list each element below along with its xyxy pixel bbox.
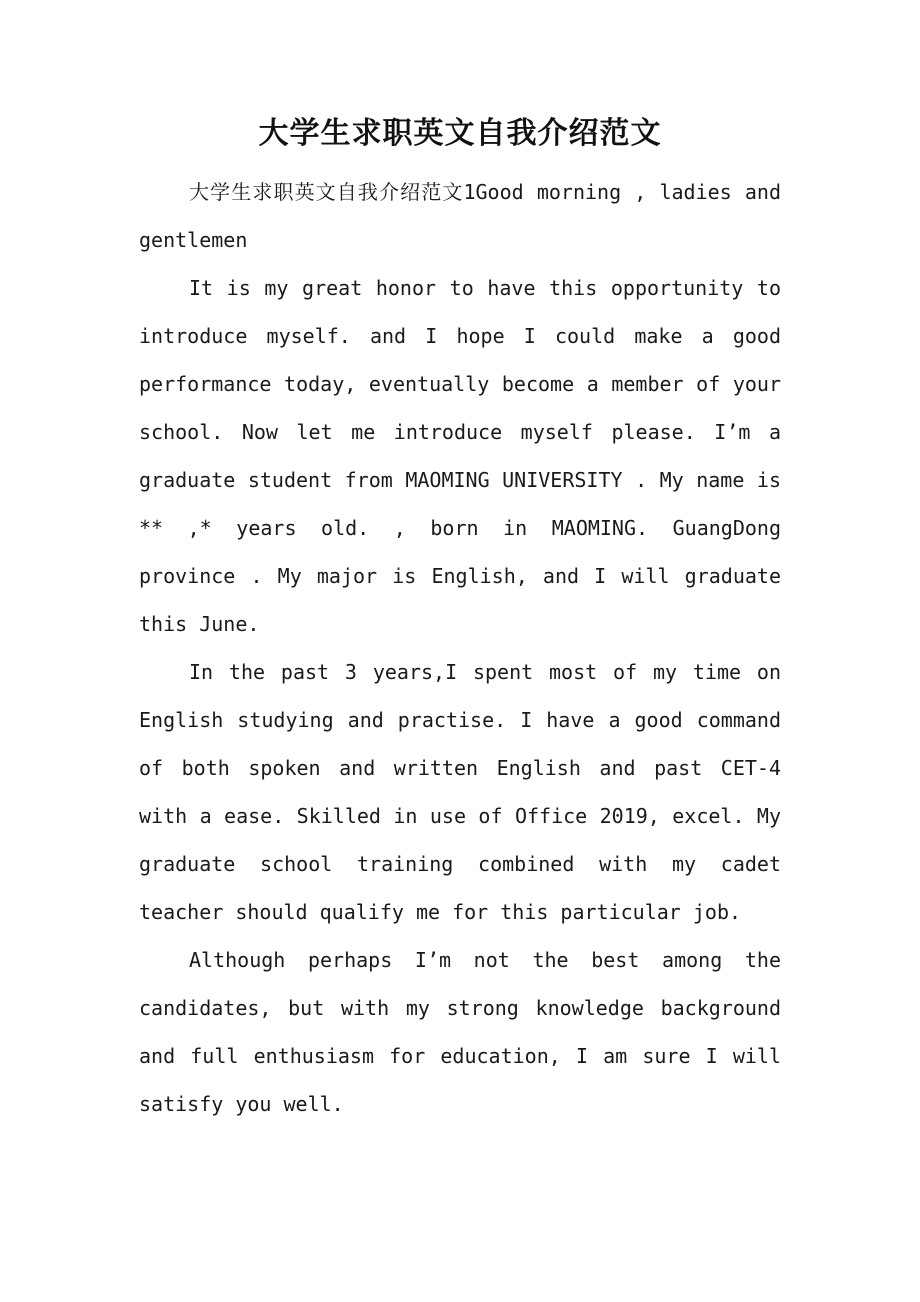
document-body	[139, 168, 781, 1128]
paragraph-experience: In the past 3 years,I spent most of my time on English studying and practise. I have a good command of both spoken and written English and past CET-4 with a ease. Skilled in use of Office 2019, excel. My graduate school training combined with my cadet teacher should qualify me for this particular job.	[139, 660, 781, 924]
paragraph-greeting: 大学生求职英文自我介绍范文1Good morning , ladies and gentlemen	[139, 180, 781, 252]
paragraph-closing: Although perhaps I’m not the best among the candidates, but with my strong knowledge background and full enthusiasm for education, I am sure I will satisfy you well.	[139, 948, 781, 1116]
document-title: 大学生求职英文自我介绍范文	[258, 116, 662, 151]
paragraph-introduction: It is my great honor to have this opportunity to introduce myself. and I hope I could make a good performance today, eventually become a member of your school. Now let me introduce myself please. I’m a graduate student from MAOMING UNIVERSITY . My name is ** ,* years old. , born in MAOMING. GuangDong province . My major is English, and I will graduate this June.	[139, 276, 781, 636]
